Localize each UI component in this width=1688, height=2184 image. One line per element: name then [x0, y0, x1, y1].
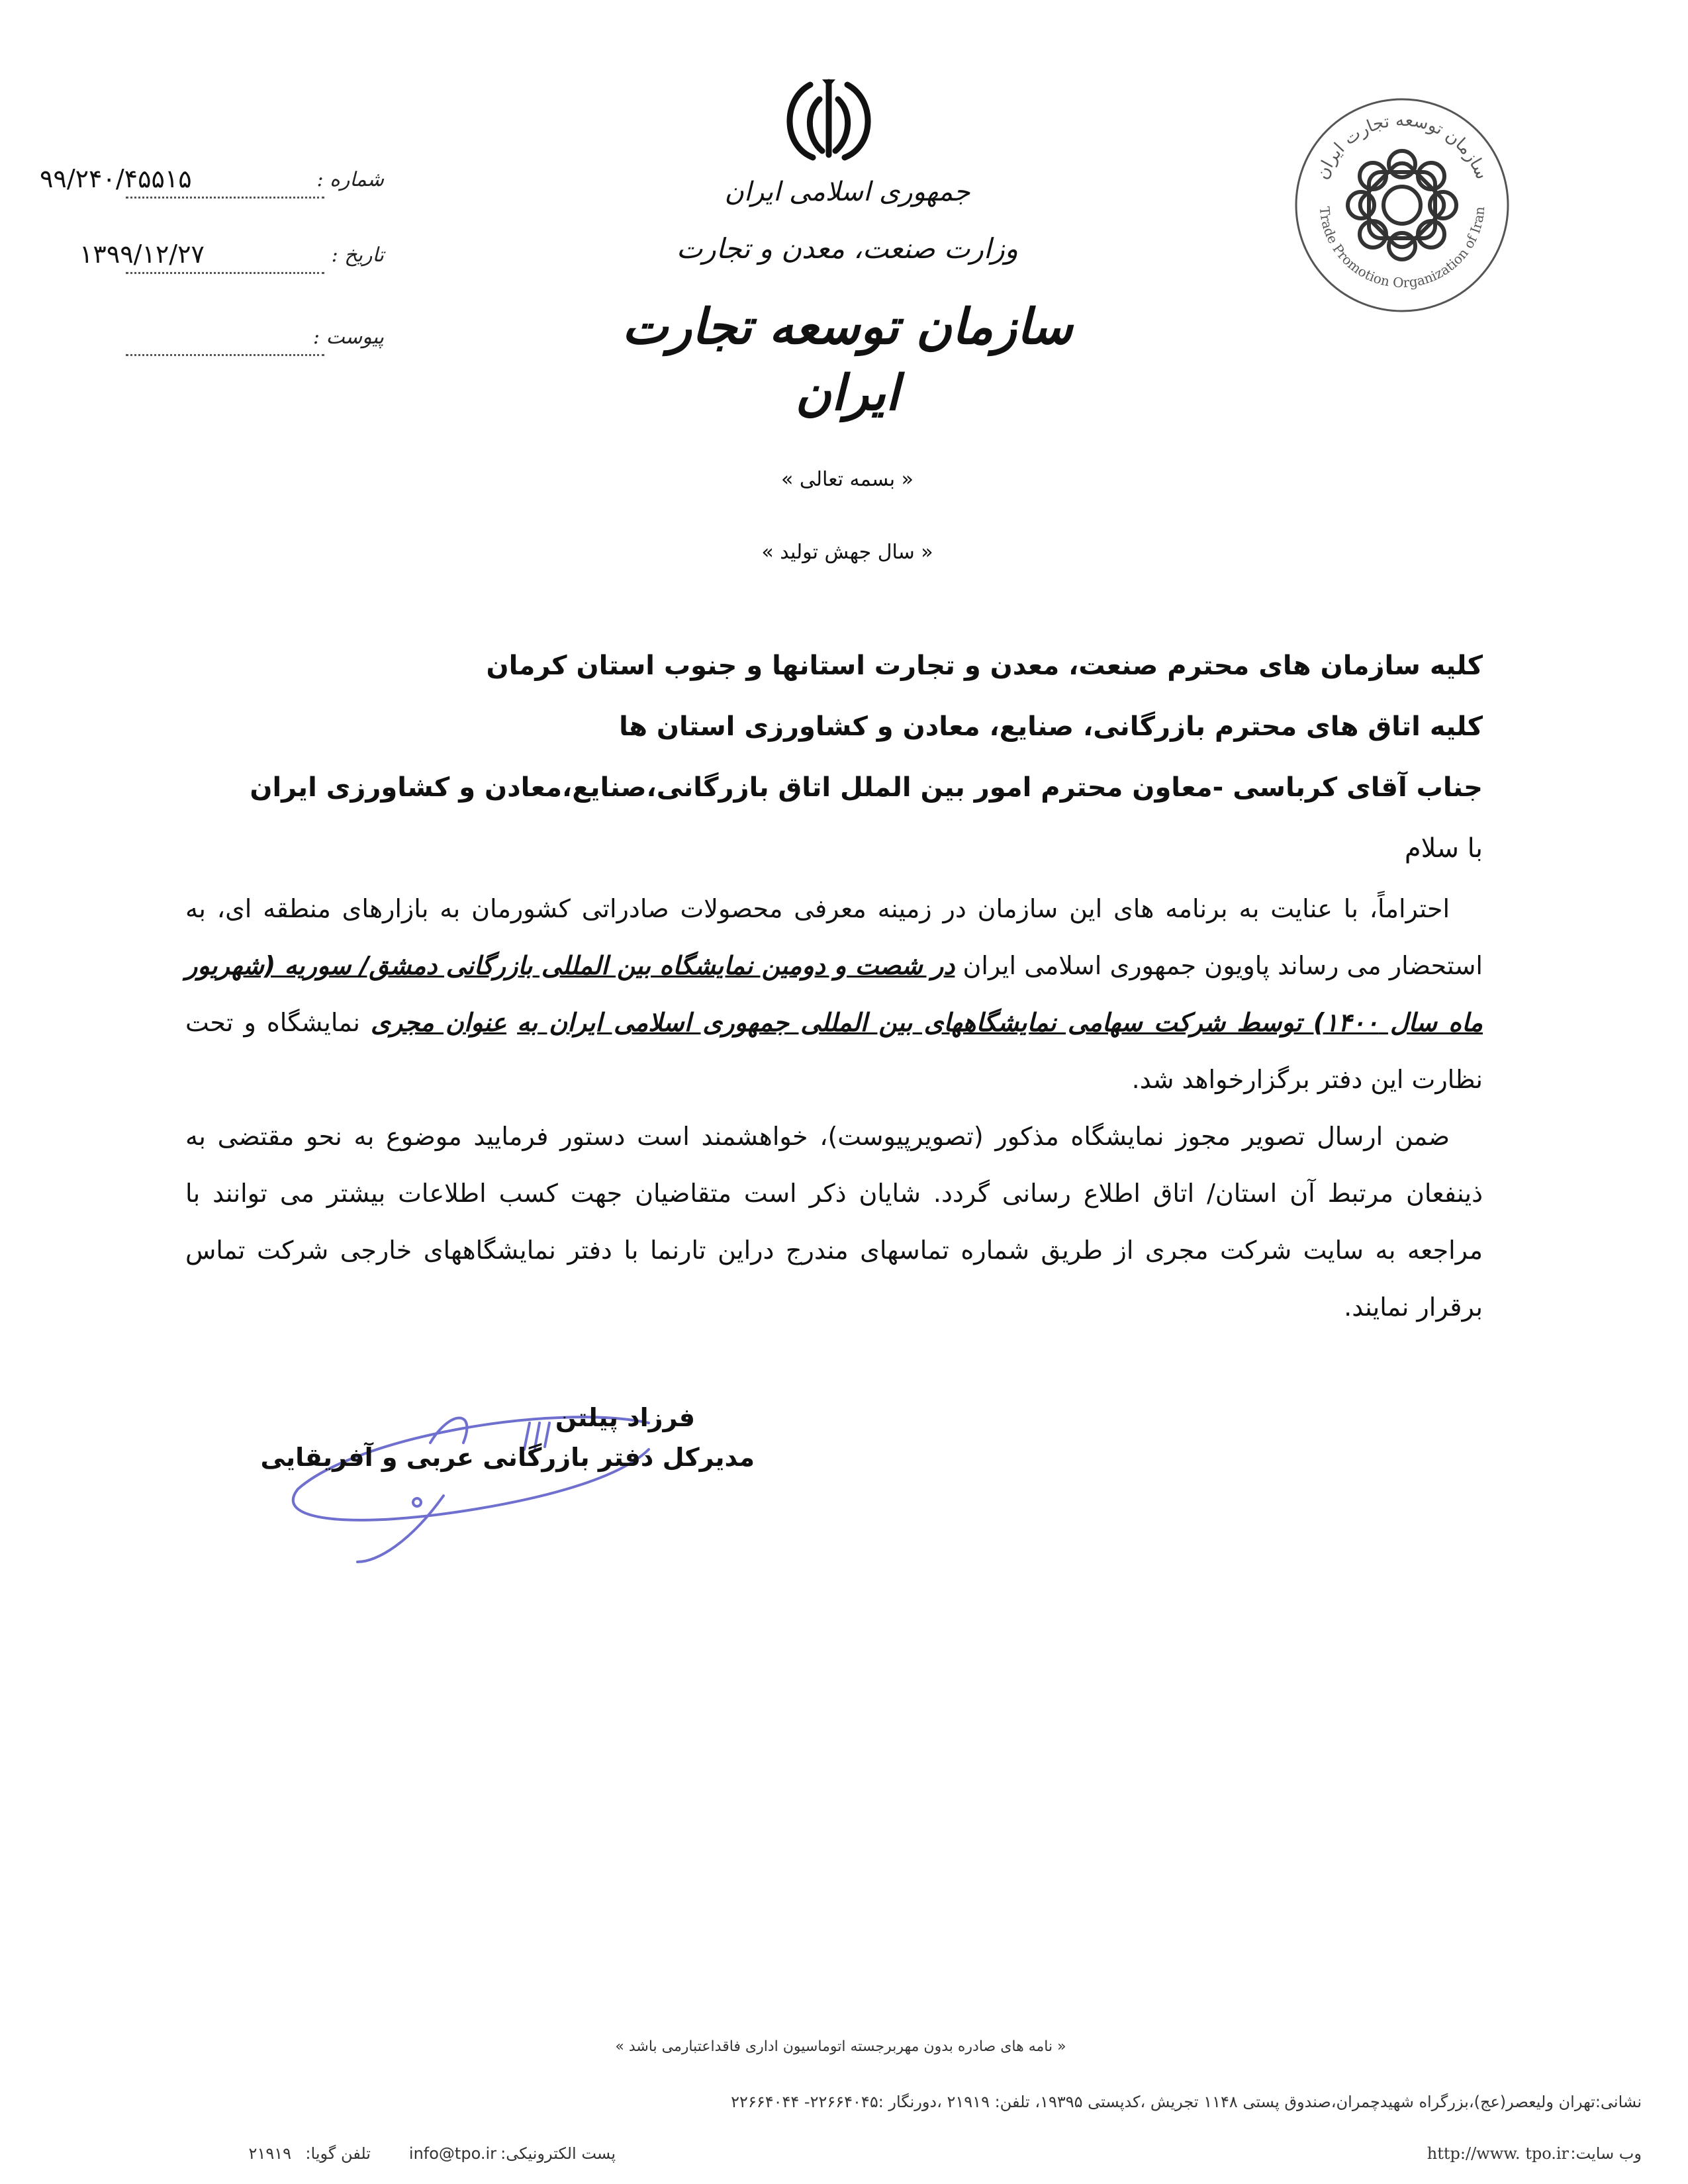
signature-block: [260, 1396, 755, 1569]
email-link[interactable]: info@tpo.ir: [408, 2144, 496, 2163]
body-paragraph-2: ضمن ارسال تصویر مجوز نمایشگاه مذکور (تصویرپیوست)، خواهشمند است دستور فرمایید موضوع به نحو مقتضی به ذینفعان مرتبط آن استان/ اتاق اطلاع رسانی گردد. شایان ذکر است متقاضیان جهت کسب اطلاعات بیشتر می توانند با مراجعه به سایت شرکت مجری از طریق شماره تماسهای مندرج دراین تارنما با دفتر نمایشگاههای خارجی شرکت تماس برقرار نمایند.: [185, 1122, 1483, 1322]
recipient-line: کلیه اتاق های محترم بازرگانی، صنایع، معادن و کشاورزی استان ها: [619, 711, 1483, 742]
iran-emblem-icon: [776, 73, 882, 165]
letter-number-row: [40, 164, 384, 204]
paragraph-1-space: [506, 1008, 517, 1037]
signatory-name: فرزاد پیلتن: [555, 1403, 695, 1432]
ministry-heading: وزارت صنعت، معدن و تجارت: [676, 232, 1019, 265]
voice-phone-number: ۲۱۹۱۹: [248, 2144, 291, 2163]
letter-number-value: ۹۹/۲۴۰/۴۵۵۱۵: [40, 164, 192, 193]
invocation-text: « بسمه تعالی »: [781, 468, 914, 491]
letter-body: [185, 880, 1483, 1336]
recipient-line: جناب آقای کرباسی -معاون محترم امور بین الملل اتاق بازرگانی،صنایع،معادن و کشاورزی ایران: [250, 772, 1483, 803]
year-slogan-text: « سال جهش تولید »: [761, 541, 933, 564]
footer-disclaimer: « نامه های صادره بدون مهربرجسته اتوماسیون اداری فاقداعتبارمی باشد »: [615, 2038, 1066, 2055]
letter-attachment-label: پیوست :: [312, 326, 384, 349]
recipients-block: [159, 635, 1483, 879]
recipient-line: کلیه سازمان های محترم صنعت، معدن و تجارت استانها و جنوب استان کرمان: [486, 651, 1483, 681]
dotted-line: [126, 354, 324, 356]
letter-number-label: شماره :: [316, 168, 384, 191]
organization-heading: سازمان توسعه تجارت ایران: [622, 298, 1073, 422]
organizer-emphasis: عنوان مجری: [371, 1008, 507, 1037]
email-label: پست الکترونیکی:: [500, 2144, 616, 2163]
body-paragraph-1: [185, 880, 1483, 1108]
footer-contacts: [40, 2144, 1642, 2171]
dotted-line: [126, 197, 324, 199]
website-link[interactable]: http://www. tpo.ir: [1427, 2144, 1569, 2163]
logo-english-text: Trade Promotion Organization of Iran: [1316, 206, 1488, 291]
greeting: با سلام: [1404, 833, 1483, 864]
footer-address: نشانی:تهران ولیعصر(عج)،بزرگراه شهیدچمران،صندوق پستی ۱۱۴۸ تجریش ،کدپستی ۱۹۳۹۵، تلفن: ۲۱۹۱۹ ،دورنگار :۲۲۶۶۴۰۴۵- ۲۲۶۶۴۰۴۴: [731, 2093, 1642, 2111]
logo-persian-text: سازمان توسعه تجارت ایران: [1312, 110, 1492, 183]
voice-phone-label: تلفن گویا:: [305, 2144, 371, 2163]
republic-heading: جمهوری اسلامی ایران: [724, 177, 970, 207]
letter-date-row: [40, 240, 384, 279]
paragraph-1-end: نمایشگاه و تحت نظارت این دفتر برگزارخواهد شد.: [185, 1008, 1483, 1094]
paragraph-1-text: احتراماً، با عنایت به برنامه های این سازمان در زمینه معرفی محصولات صادراتی کشورمان به بازارهای منطقه ای، به استحضار می رساند پاویون جمهوری اسلامی ایران: [185, 894, 1483, 980]
signatory-title: مدیرکل دفتر بازرگانی عربی و آفریقایی: [260, 1443, 755, 1472]
letter-attachment-row: [40, 322, 384, 361]
dotted-line: [126, 272, 324, 274]
letter-date-label: تاریخ :: [331, 244, 384, 267]
website-label: وب سایت:: [1570, 2144, 1642, 2163]
letter-date-value: ۱۳۹۹/۱۲/۲۷: [79, 240, 205, 269]
exhibition-emphasis: در شصت و دومین نمایشگاه بین المللی بازرگانی دمشق/ سوریه (شهریور ماه سال ۱۴۰۰) توسط شرکت سهامی نمایشگاههای بین المللی جمهوری اسلامی ایران به: [185, 951, 1483, 1037]
tpo-logo: [1289, 93, 1515, 318]
